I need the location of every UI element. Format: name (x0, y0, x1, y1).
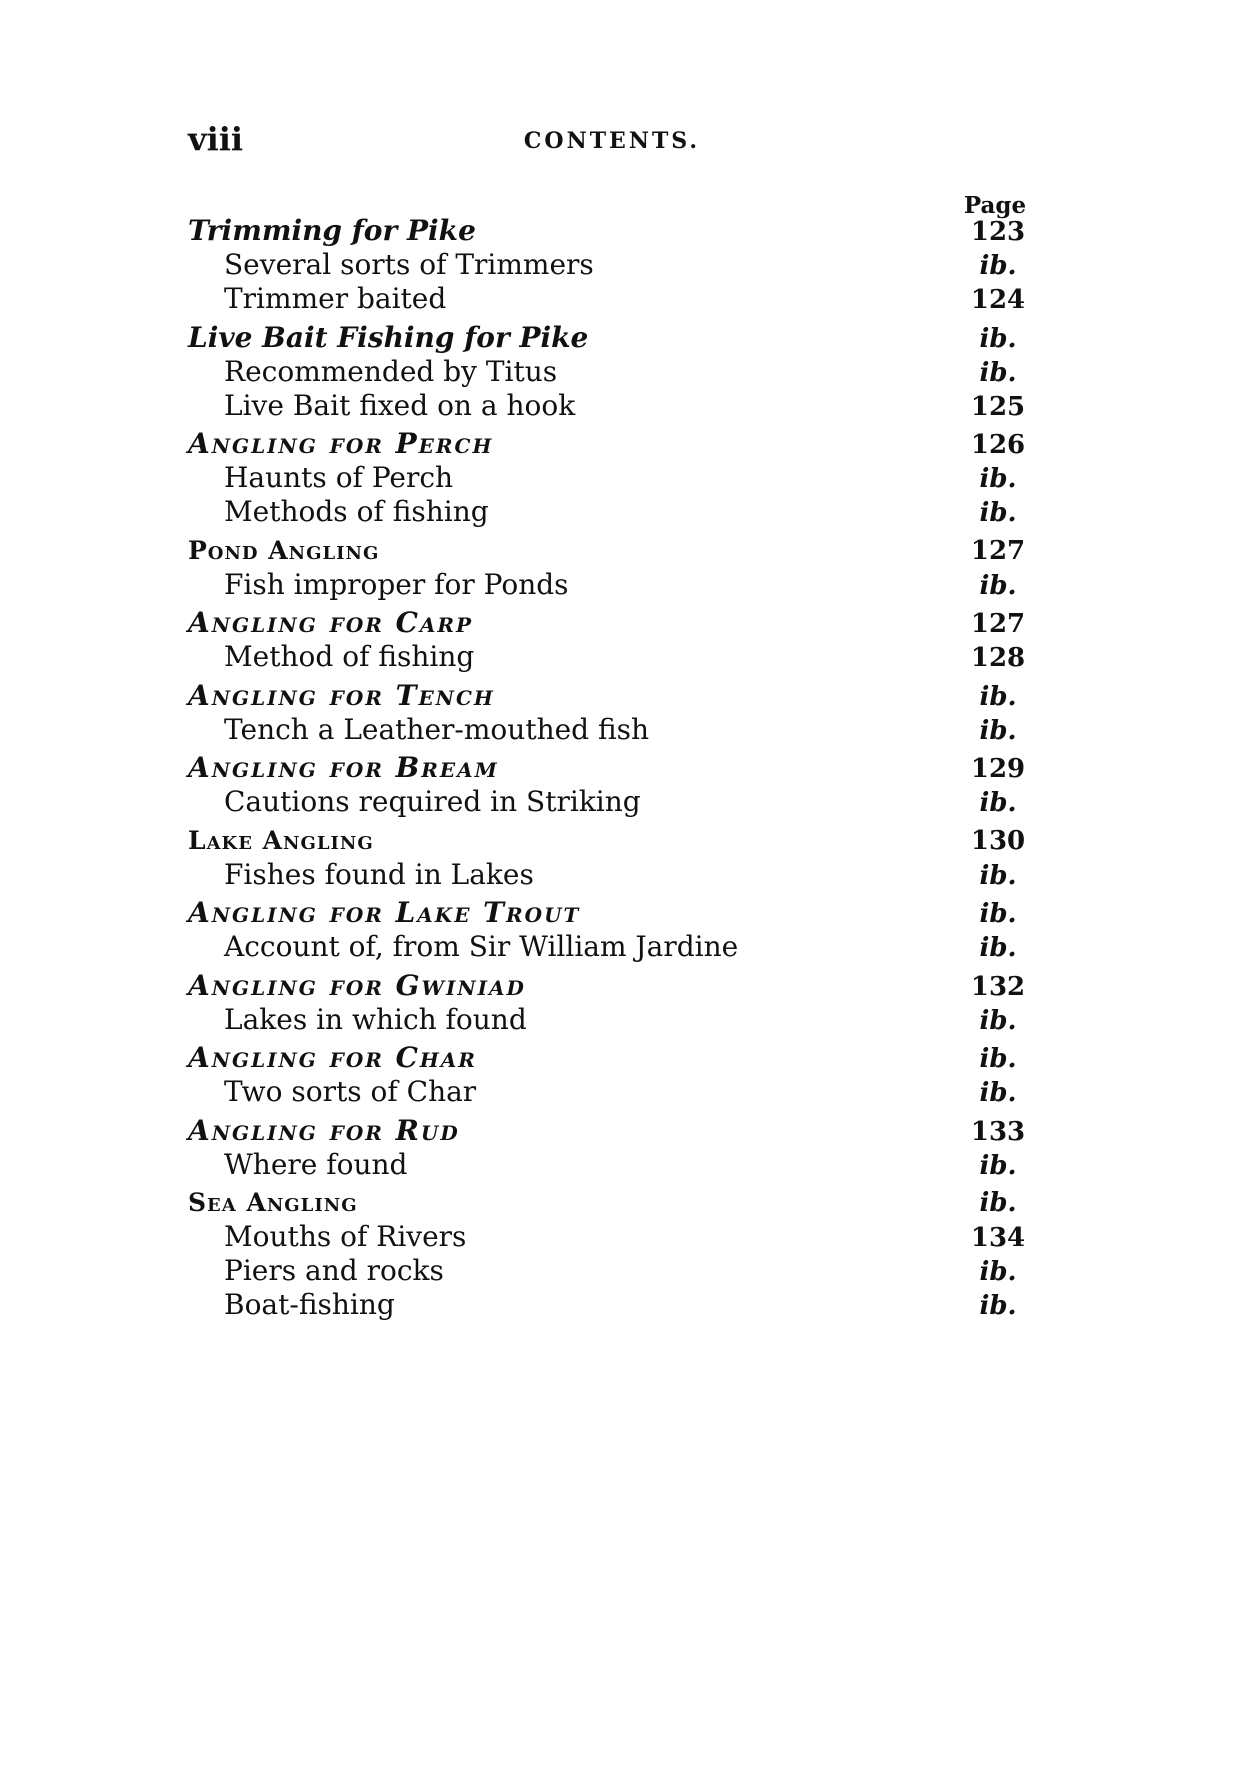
toc-page-number: ib. (979, 715, 1017, 746)
toc-entry-title: Live Bait Fishing for Pike (188, 320, 589, 354)
toc-entry-title: Sea Angling (188, 1188, 358, 1217)
toc-subentry (188, 568, 1033, 602)
toc-page-number: ib. (979, 681, 1017, 712)
toc-subentry (188, 785, 1033, 819)
toc-entry-title: Angling for Perch (188, 427, 494, 460)
toc-subentry (188, 355, 1033, 389)
toc-entry-title: Angling for Rud (188, 1113, 460, 1147)
toc-subentry (188, 282, 1033, 316)
toc-page-number: 128 (970, 643, 1026, 673)
toc-heading (188, 606, 1033, 640)
toc-page-number: 127 (970, 535, 1026, 566)
toc-section (188, 969, 1033, 1037)
running-title: CONTENTS. (523, 128, 701, 154)
toc-entry-title: Angling for Lake Trout (188, 896, 581, 929)
toc-section (188, 321, 1033, 423)
toc-subentry (188, 495, 1033, 529)
toc-section (188, 534, 1033, 602)
toc-subentry (188, 713, 1033, 747)
toc-entry-title: Mouths of Rivers (224, 1220, 467, 1253)
toc-entry-title: Live Bait fixed on a hook (224, 388, 576, 422)
toc-page-number: ib. (979, 788, 1017, 818)
toc-entry-title: Fish improper for Ponds (224, 567, 569, 601)
toc-subentry (188, 1288, 1033, 1322)
page-column-label: Page (963, 192, 1027, 219)
toc-heading (188, 896, 1033, 930)
toc-entry-title: Cautions required in Striking (224, 785, 641, 818)
toc-section (188, 1186, 1033, 1322)
toc-entry-title: Angling for Tench (188, 678, 495, 712)
toc-page-number: 132 (970, 971, 1026, 1002)
toc-heading (188, 534, 1033, 568)
toc-heading (188, 214, 1033, 248)
toc-page-number: 124 (970, 285, 1026, 315)
toc-section (188, 1114, 1033, 1182)
toc-page-number: ib. (979, 323, 1017, 354)
toc-page-number: ib. (979, 464, 1017, 494)
toc-entry-title: Where found (224, 1147, 408, 1181)
toc-page-number: ib. (979, 860, 1017, 891)
toc-subentry (188, 248, 1033, 282)
toc-page-number: 123 (970, 217, 1026, 247)
toc-page-number: ib. (979, 899, 1017, 929)
toc-page-number: ib. (979, 251, 1017, 281)
toc-heading (188, 427, 1033, 461)
toc-section (188, 896, 1033, 964)
toc-entry-title: Piers and rocks (224, 1254, 444, 1287)
toc-section (188, 824, 1033, 892)
toc-heading (188, 751, 1033, 785)
toc-subentry (188, 1003, 1033, 1037)
toc-page-number: ib. (979, 1150, 1017, 1181)
toc-page-number: 126 (970, 430, 1026, 460)
toc-subentry (188, 389, 1033, 423)
toc-subentry (188, 1075, 1033, 1109)
toc-page-number: ib. (979, 570, 1017, 601)
toc-page-number: ib. (979, 357, 1017, 388)
toc-page-number: 129 (970, 754, 1026, 784)
toc-page-number: ib. (979, 1188, 1017, 1218)
toc-page-number: ib. (979, 1291, 1017, 1321)
toc-page-number: 130 (970, 825, 1026, 856)
toc-subentry (188, 1148, 1033, 1182)
toc-page-number: ib. (979, 1044, 1017, 1074)
toc-page-number: 125 (970, 391, 1026, 422)
toc-page-number: ib. (979, 498, 1017, 528)
toc-heading (188, 824, 1033, 858)
toc-subentry (188, 1254, 1033, 1288)
toc-section (188, 214, 1033, 316)
toc-page-number: ib. (979, 933, 1017, 963)
toc-entry-title: Methods of fishing (224, 495, 489, 528)
toc-entry-title: Pond Angling (188, 535, 380, 565)
toc-page-number: 133 (970, 1116, 1026, 1147)
toc-entry-title: Angling for Char (188, 1041, 477, 1074)
toc-section (188, 1041, 1033, 1109)
toc-entry-title: Tench a Leather-mouthed fish (224, 712, 650, 746)
toc-heading (188, 1186, 1033, 1220)
toc-subentry (188, 461, 1033, 495)
toc-entry-title: Haunts of Perch (224, 461, 454, 494)
folio-number: viii (188, 120, 244, 158)
toc-subentry (188, 640, 1033, 674)
toc-subentry (188, 1220, 1033, 1254)
toc-section (188, 427, 1033, 529)
toc-entry-title: Angling for Carp (188, 606, 474, 639)
toc-heading (188, 969, 1033, 1003)
toc-page-number: ib. (979, 1257, 1017, 1287)
toc-entry-title: Angling for Gwiniad (188, 968, 526, 1002)
toc-entry-title: Trimmer baited (224, 282, 447, 315)
toc-entry-title: Two sorts of Char (224, 1075, 477, 1108)
toc-entry-title: Lakes in which found (224, 1002, 527, 1036)
toc-heading (188, 1041, 1033, 1075)
toc-entry-title: Trimming for Pike (188, 214, 476, 247)
toc-entry-title: Fishes found in Lakes (224, 857, 534, 891)
toc-entry-title: Several sorts of Trimmers (224, 248, 594, 281)
toc-subentry (188, 858, 1033, 892)
toc-entry-title: Account of, from Sir William Jardine (224, 930, 739, 963)
toc-section (188, 679, 1033, 747)
table-of-contents (188, 214, 1033, 1327)
toc-page-number: 127 (970, 609, 1026, 639)
toc-entry-title: Recommended by Titus (224, 354, 558, 388)
toc-heading (188, 1114, 1033, 1148)
toc-page-number: ib. (979, 1078, 1017, 1108)
toc-section (188, 751, 1033, 819)
toc-page-number: 134 (970, 1223, 1026, 1253)
toc-entry-title: Method of fishing (224, 640, 475, 673)
toc-entry-title: Boat-fishing (224, 1288, 395, 1321)
toc-entry-title: Angling for Bream (188, 751, 499, 784)
toc-section (188, 606, 1033, 674)
page-header (188, 120, 1036, 170)
toc-page-number: ib. (979, 1005, 1017, 1036)
toc-entry-title: Lake Angling (188, 825, 374, 855)
toc-heading (188, 321, 1033, 355)
toc-heading (188, 679, 1033, 713)
toc-subentry (188, 930, 1033, 964)
